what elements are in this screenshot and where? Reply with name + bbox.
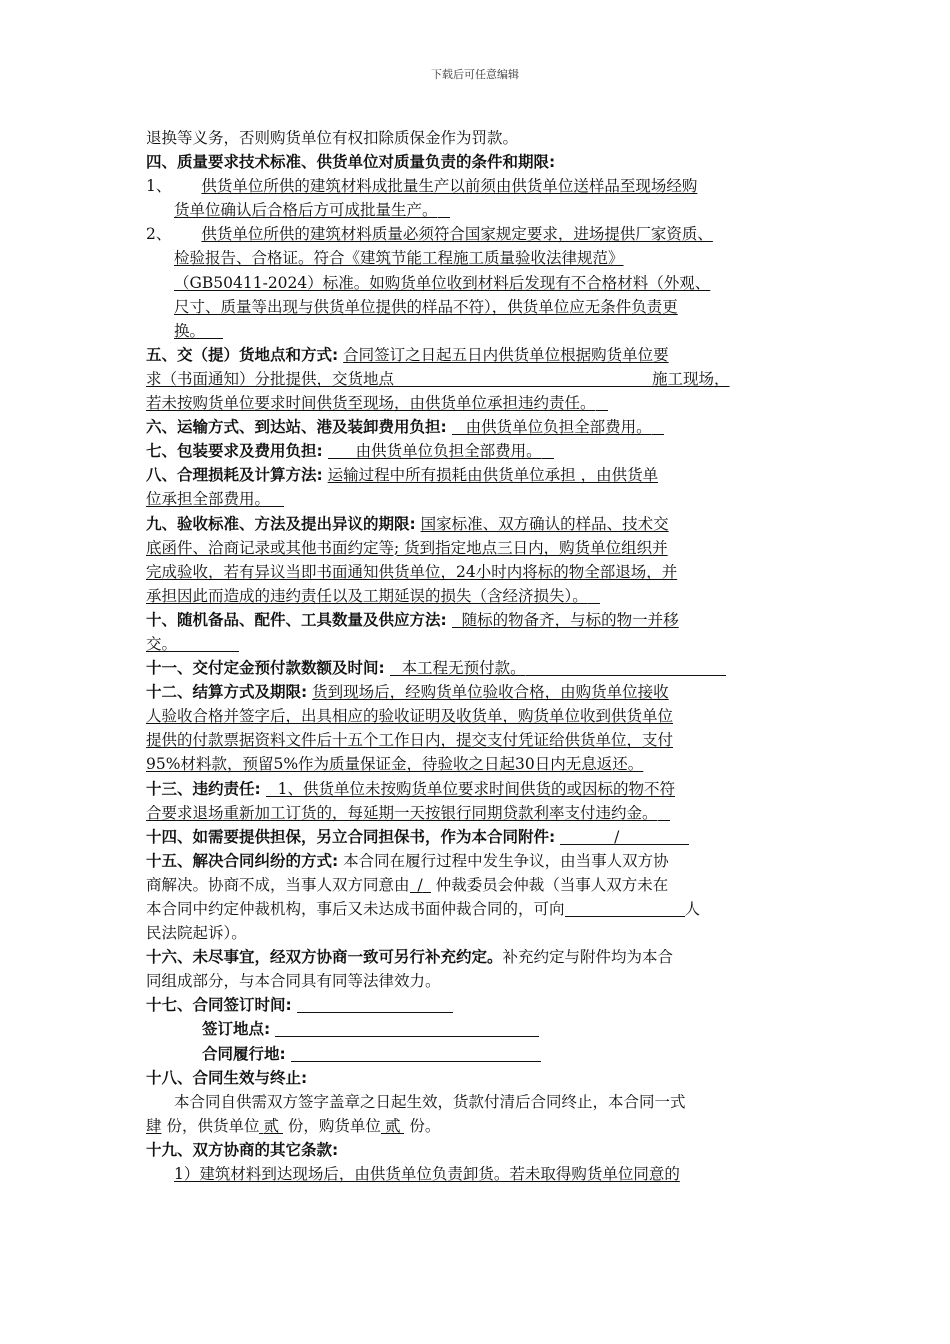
text-line: 仲裁委员会仲裁（当事人双方未在 xyxy=(435,875,669,894)
copies-total: 肆 xyxy=(146,1116,162,1135)
text-line: 换。 xyxy=(174,321,206,340)
text-line: 本合同中约定仲裁机构，事后又未达成书面仲裁合同的，可向 xyxy=(146,900,565,918)
field-value: 由供货单位负担全部费用。 xyxy=(465,418,652,437)
performance-place-label: 合同履行地: xyxy=(202,1044,286,1063)
text-line: 本合同自供需双方签字盖章之日起生效，货款付清后合同终止，本合同一式 xyxy=(174,1092,686,1111)
text-line: 合要求退场重新加工订货的，每延期一天按银行同期贷款利率支付违约金。 xyxy=(146,803,658,822)
contract-body xyxy=(146,126,808,1186)
text-line: 份，购货单位 xyxy=(287,1116,381,1135)
section-5-title: 五、交（提）货地点和方式: xyxy=(146,345,339,364)
text-line: 同组成部分，与本合同具有同等法律效力。 xyxy=(146,972,441,991)
section-19-title: 十九、双方协商的其它条款: xyxy=(146,1140,339,1159)
text-line: 供货单位所供的建筑材料成批量生产以前须由供货单位送样品至现场经购 xyxy=(201,177,698,196)
signing-time-field[interactable] xyxy=(297,995,453,1013)
supplier-copies: 贰 xyxy=(263,1116,279,1135)
guarantee-field[interactable]: / xyxy=(614,827,620,846)
section-18-title: 十八、合同生效与终止: xyxy=(146,1068,308,1087)
text-line: 位承担全部费用。 xyxy=(146,490,271,509)
buyer-copies: 贰 xyxy=(384,1116,401,1135)
performance-place-field[interactable] xyxy=(291,1044,541,1062)
text-line: （GB50411-2024）标准。如购货单位收到材料后发现有不合格材料（外观、 xyxy=(174,273,711,292)
text-line: 本合同在履行过程中发生争议，由当事人双方协 xyxy=(343,851,669,870)
text-line: 运输过程中所有损耗由供货单位承担 ，由供货单 xyxy=(327,466,659,485)
page-header: 下载后可任意编辑 xyxy=(431,68,519,81)
text-line: 人验收合格并签字后，出具相应的验收证明及收货单，购货单位收到供货单位 xyxy=(146,707,674,726)
field-value: 由供货单位负担全部费用。 xyxy=(355,442,542,461)
text-line: 货到现场后，经购货单位验收合格，由购货单位接收 xyxy=(312,683,669,702)
item-number: 2、 xyxy=(146,225,172,244)
section-15-title: 十五、解决合同纠纷的方式: xyxy=(146,851,339,870)
text-line: 补充约定与附件均为本合 xyxy=(502,948,674,967)
section-4-title: 四、质量要求技术标准、供货单位对质量负责的条件和期限: xyxy=(146,153,556,172)
text-line: 若未按购货单位要求时间供货至现场，由供货单位承担违约责任。 xyxy=(146,394,596,413)
text-line: 完成验收，若有异议当即书面通知供货单位，24小时内将标的物全部退场，并 xyxy=(146,562,678,581)
text-line: 份。 xyxy=(409,1116,441,1135)
section-16-title: 十六、未尽事宜，经双方协商一致可另行补充约定。 xyxy=(146,948,503,967)
text-line: 检验报告、合格证。符合《建筑节能工程施工质量验收法律规范》 xyxy=(174,249,624,268)
text-line: 1、供货单位未按购货单位要求时间供货的或因标的物不符 xyxy=(277,779,676,798)
text-line: 提供的付款票据资料文件后十五个工作日内，提交支付凭证给供货单位，支付 xyxy=(146,731,674,750)
delivery-place: 施工现场， xyxy=(652,369,730,388)
field-value: 本工程无预付款。 xyxy=(401,659,526,678)
text-line: 95%材料款，预留5%作为质量保证金，待验收之日起30日内无息返还。 xyxy=(146,755,644,774)
text-line: 随标的物备齐，与标的物一并移 xyxy=(461,610,679,629)
court-field[interactable] xyxy=(565,899,685,917)
arbitration-committee-field[interactable]: / xyxy=(417,875,423,894)
text-line: 1）建筑材料到达现场后，由供货单位负责卸货。若未取得购货单位同意的 xyxy=(174,1165,680,1184)
section-11-title: 十一、交付定金预付款数额及时间: xyxy=(146,659,385,678)
section-12-title: 十二、结算方式及期限: xyxy=(146,683,308,702)
section-6-title: 六、运输方式、到达站、港及装卸费用负担: xyxy=(146,418,447,437)
section-7-title: 七、包装要求及费用负担: xyxy=(146,442,323,461)
text-line: 承担因此而造成的违约责任以及工期延误的损失（含经济损失）。 xyxy=(146,586,588,605)
section-17-title: 十七、合同签订时间: xyxy=(146,996,292,1015)
signing-place-field[interactable] xyxy=(275,1019,539,1037)
signing-place-label: 签订地点: xyxy=(202,1020,271,1039)
section-10-title: 十、随机备品、配件、工具数量及供应方法: xyxy=(146,610,447,629)
text-line: 民法院起诉）。 xyxy=(146,924,247,943)
text-line: 尺寸、质量等出现与供货单位提供的样品不符），供货单位应无条件负责更 xyxy=(174,297,678,316)
section-14-title: 十四、如需要提供担保，另立合同担保书，作为本合同附件: xyxy=(146,827,556,846)
text-line: 求（书面通知）分批提供，交货地点 xyxy=(146,369,395,388)
text-line: 份，供货单位 xyxy=(166,1116,260,1135)
text-line: 货单位确认后合格后方可成批量生产。 xyxy=(174,201,438,220)
text-line: 供货单位所供的建筑材料质量必须符合国家规定要求，进场提供厂家资质、 xyxy=(201,225,713,244)
section-13-title: 十三、违约责任: xyxy=(146,779,261,798)
section-9-title: 九、验收标准、方法及提出异议的期限: xyxy=(146,514,416,533)
text-line: 商解决。协商不成，当事人双方同意由 xyxy=(146,875,410,894)
text-line: 交。 xyxy=(146,634,178,653)
section-8-title: 八、合理损耗及计算方法: xyxy=(146,466,323,485)
item-number: 1、 xyxy=(146,177,172,196)
text-line: 合同签订之日起五日内供货单位根据购货单位要 xyxy=(343,345,669,364)
text-line: 底函件、洽商记录或其他书面约定等; 货到指定地点三日内，购货单位组织并 xyxy=(146,538,668,557)
text-line: 国家标准、双方确认的样品、技术交 xyxy=(420,514,669,533)
text-line: 退换等义务，否则购货单位有权扣除质保金作为罚款。 xyxy=(146,129,519,147)
text-line: 人 xyxy=(684,900,701,918)
